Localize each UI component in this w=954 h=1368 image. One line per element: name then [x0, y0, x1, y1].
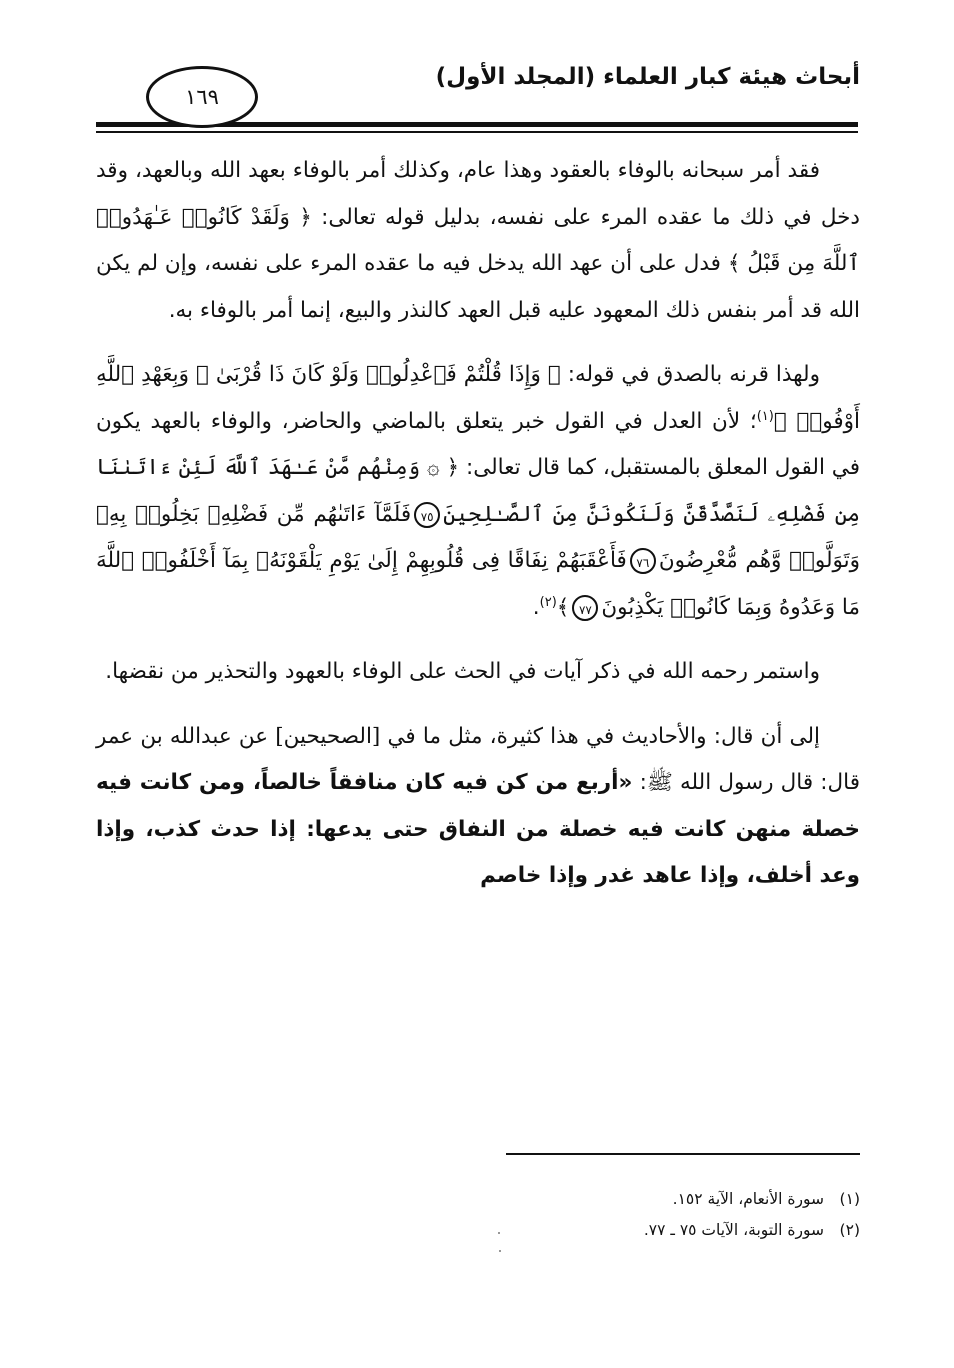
footnote-2	[644, 1215, 860, 1246]
paragraph-1-text-a: فقد أمر سبحانه بالوفاء بالعقود وهذا عام، وكذلك أمر بالوفاء بعهد الله وبالعهد، وقد دخل في ذلك ما عقده المرء على نفسه، بدليل قوله تعالى:	[96, 158, 861, 230]
paragraph-3-text: واستمر رحمه الله في ذكر آيات في الحث على الوفاء بالعهود والتحذير من نقضها.	[105, 659, 820, 684]
footnote-ref-1: (١)	[756, 408, 774, 424]
paragraph-1-text-b: فدل على أن عهد الله يدخل فيه ما عقده المرء على نفسه، وإن لم يكن الله قد أمر بنفس ذلك المعهود عليه قبل العهد كالنذر والبيع، إنما أمر بالوفاء به.	[96, 251, 860, 323]
paragraph-4	[96, 714, 860, 900]
page-number-oval	[146, 66, 258, 128]
sahihayn-reference: [الصحيحين]	[275, 723, 381, 749]
footnote-2-number: (٢)	[839, 1221, 860, 1239]
quran-verse-2: ﴿ وَإِذَا قُلْتُمْ فَٱعْدِلُوا۟ وَلَوْ كَانَ ذَا قُرْبَىٰ ۖ وَبِعَهْدِ ٱللَّهِ أَوْفُوا۟ ﴾	[96, 362, 861, 434]
header-rule-thin	[96, 131, 858, 133]
footnote-ref-2: (٢)	[539, 594, 557, 610]
footnote-2-text: سورة التوبة، الآيات ٧٥ ـ ٧٧.	[643, 1221, 824, 1239]
quran-verse-3b: فَلَمَّآ ءَاتَىٰهُم مِّن فَضْلِهِۦ بَخِلُوا۟ بِهِۦ وَتَوَلَّوا۟ وَّهُم مُّعْرِضُونَ	[96, 501, 860, 573]
footnote-1-text: سورة الأنعام، الآية ١٥٢.	[672, 1190, 824, 1208]
paragraph-2-text-b: ؛ لأن العدل في القول خبر يتعلق بالماضي والحاضر، والوفاء بالعهد يكون في القول المعلق بالمستقبل، كما قال تعالى:	[96, 408, 860, 480]
paragraph-2	[96, 352, 860, 631]
quran-verse-3a: ﴿ ۞ وَمِنْهُم مَّنْ عَـٰهَدَ ٱللَّهَ لَئِنْ ءَاتَىٰنَا مِن فَضْلِهِۦ لَنَصَّدَّقَنَّ وَلَنَكُونَنَّ مِنَ ٱلصَّـٰلِحِينَ	[96, 455, 860, 527]
paragraph-2-text-a: ولهذا قرنه بالصدق في قوله:	[560, 362, 820, 387]
footnote-1	[644, 1184, 860, 1215]
footnote-1-number: (١)	[839, 1190, 860, 1208]
scan-speck	[498, 1232, 500, 1234]
hadith-quote: «أربع من كن فيه كان منافقاً خالصاً، ومن كانت فيه خصلة منهن كانت فيه خصلة من النفاق حتى يدعها: إذا حدث كذب، وإذا وعد أخلف، وإذا عاهد غدر وإذا خاصم	[96, 770, 860, 888]
verse-number-76-marker: ٧٦	[630, 548, 656, 574]
quran-close-bracket: ﴾	[556, 594, 570, 620]
running-header-title: أبحاث هيئة كبار العلماء (المجلد الأول)	[435, 64, 860, 90]
main-text	[96, 148, 860, 900]
paragraph-4-text-b: عن عبدالله بن عمر قال: قال رسول الله ﷺ:	[96, 723, 860, 795]
verse-number-75-marker: ٧٥	[414, 502, 440, 528]
quran-verse-1: ﴿ وَلَقَدْ كَانُوا۟ عَـٰهَدُوا۟ ٱللَّهَ مِن قَبْلُ ﴾	[96, 204, 860, 276]
paragraph-3	[96, 649, 860, 696]
scan-speck	[499, 1250, 501, 1252]
quran-verse-3c: فَأَعْقَبَهُمْ نِفَاقًا فِى قُلُوبِهِمْ إِلَىٰ يَوْمِ يَلْقَوْنَهُۥ بِمَآ أَخْلَفُوا۟ ٱللَّهَ مَا وَعَدُوهُ وَبِمَا كَانُوا۟ يَكْذِبُونَ	[96, 548, 860, 620]
footnote-separator	[506, 1153, 860, 1155]
verse-number-77-marker: ٧٧	[572, 595, 598, 621]
page-number: ١٦٩	[185, 85, 219, 109]
paragraph-2-end: .	[532, 594, 540, 620]
paragraph-1	[96, 148, 860, 334]
paragraph-4-text-a: إلى أن قال: والأحاديث في هذا كثيرة، مثل ما في	[380, 723, 821, 749]
footnotes	[644, 1184, 860, 1246]
